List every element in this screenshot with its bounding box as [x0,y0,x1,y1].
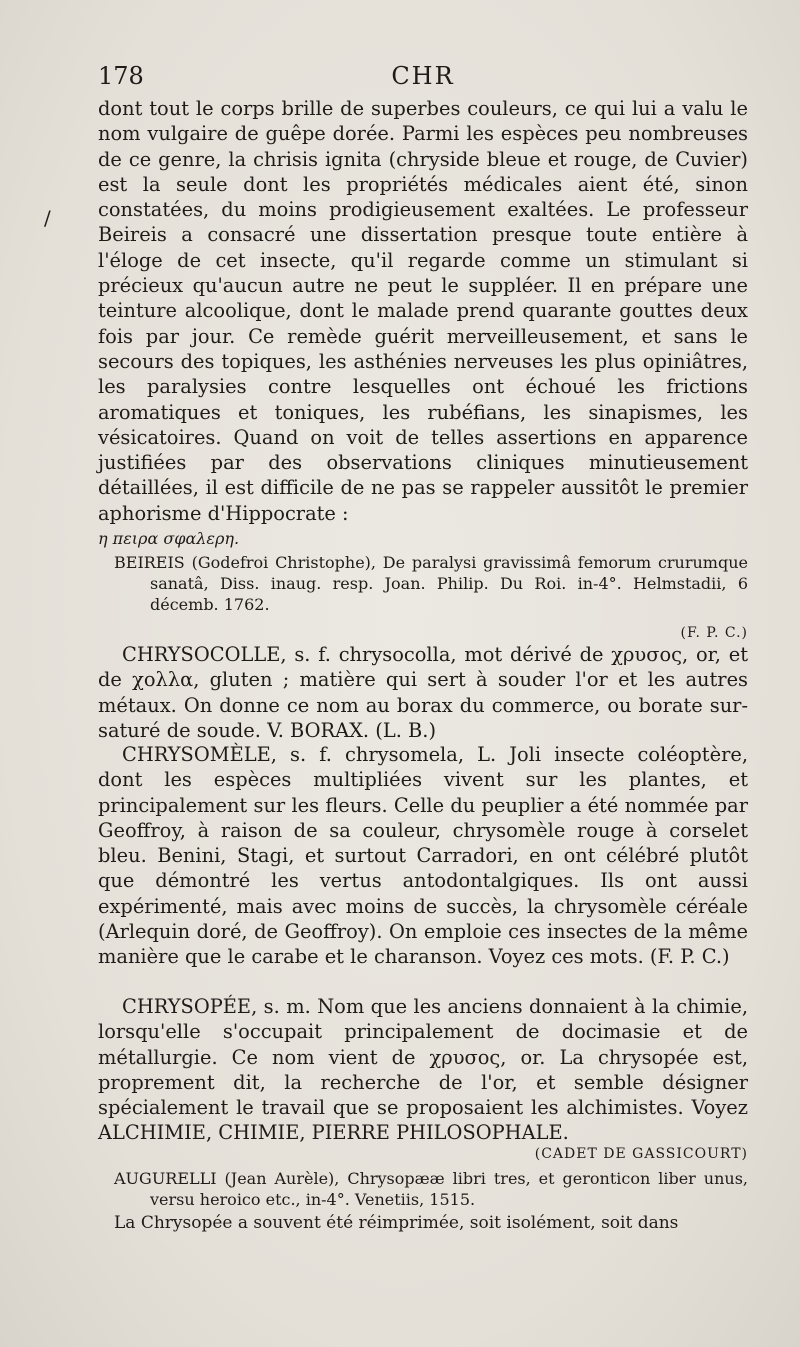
entry-chrysis-body: dont tout le corps brille de superbes couleurs, ce qui lui a valu le nom vulgaire de guêpe dorée. Parmi les espèces peu nombreuses de ce genre, la chrisis ignita (chryside bleue et rouge, de Cuvier) est la seule dont les propriétés médicales aient été, sinon constatées, du moins prodigieusement exaltées. Le professeur Beireis a consacré une dissertation presque toute entière à l'éloge de cet insecte, qu'il regarde comme un stimulant si précieux qu'aucun autre ne peut le suppléer. Il en prépare une teinture alcoolique, dont le malade prend quarante gouttes deux fois par jour. Ce remède guérit merveilleusement, et sans le secours des topiques, les asthénies nerveuses les plus opiniâtres, les paralysies contre lesquelles ont échoué les frictions aromatiques et toniques, les rubéfians, les sinapismes, les vésicatoires. Quand on voit de telles assertions en apparence justifiées par des observations cliniques minutieusement détaillées, il est difficile de ne pas se rappeler aussitôt le premier aphorisme d'Hippocrate : [98,97,748,525]
entry-chrysopee-continuation: La Chrysopée a souvent été réimprimée, soit isolément, soit dans [114,1212,679,1233]
margin-mark: / [44,206,51,230]
author-signature: (F. P. C.) [680,625,748,642]
author-signature: (CADET DE GASSICOURT) [534,1145,748,1162]
entry-chrysis [98,96,748,641]
entry-chrysopee [98,994,748,1234]
bibliography-augurelli: AUGURELLI (Jean Aurèle), Chrysopææ libri tres, et geronticon liber unus, versu heroico etc., in-4°. Venetiis, 1515. [114,1168,748,1209]
hippocrates-aphorism: η πειρα σφαλερη. [98,529,240,549]
entry-chrysocolle-text: CHRYSOCOLLE, s. f. chrysocolla, mot dérivé de χρυσος, or, et de χολλα, gluten ; matière qui sert à souder l'or et les autres métaux. On donne ce nom au borax du commerce, ou borate sur-saturé de soude. V. BORAX. (L. B.) [98,643,748,742]
entry-chrysomele [98,742,748,970]
entry-chrysocolle [98,642,748,743]
bibliography-beireis: BEIREIS (Godefroi Christophe), De paralysi gravissimâ femorum crurumque sanatâ, Diss. inaug. resp. Joan. Philip. Du Roi. in-4°. Helmstadii, 6 décemb. 1762. [114,553,748,615]
entry-chrysopee-text: CHRYSOPÉE, s. m. Nom que les anciens donnaient à la chimie, lorsqu'elle s'occupait principalement de docimasie et de métallurgie. Ce nom vient de χρυσος, or. La chrysopée est, proprement dit, la recherche de l'or, et semble désigner spécialement le travail que se proposaient les alchimistes. Voyez ALCHIMIE, CHIMIE, PIERRE PHILOSOPHALE. [98,995,748,1145]
page-header [98,62,748,92]
page-number: 178 [98,62,144,90]
running-head: CHR [391,62,455,90]
entry-chrysomele-text: CHRYSOMÈLE, s. f. chrysomela, L. Joli insecte coléoptère, dont les espèces multipliées vivent sur les plantes, et principalement sur les fleurs. Celle du peuplier a été nommée par Geoffroy, à raison de sa couleur, chrysomèle rouge à corselet bleu. Benini, Stagi, et surtout Carradori, en ont célébré plutôt que démontré les vertus antodontalgiques. Ils ont aussi expérimenté, mais avec moins de succès, la chrysomèle céréale (Arlequin doré, de Geoffroy). On emploie ces insectes de la même manière que le carabe et le charanson. Voyez ces mots. (F. P. C.) [98,743,748,969]
